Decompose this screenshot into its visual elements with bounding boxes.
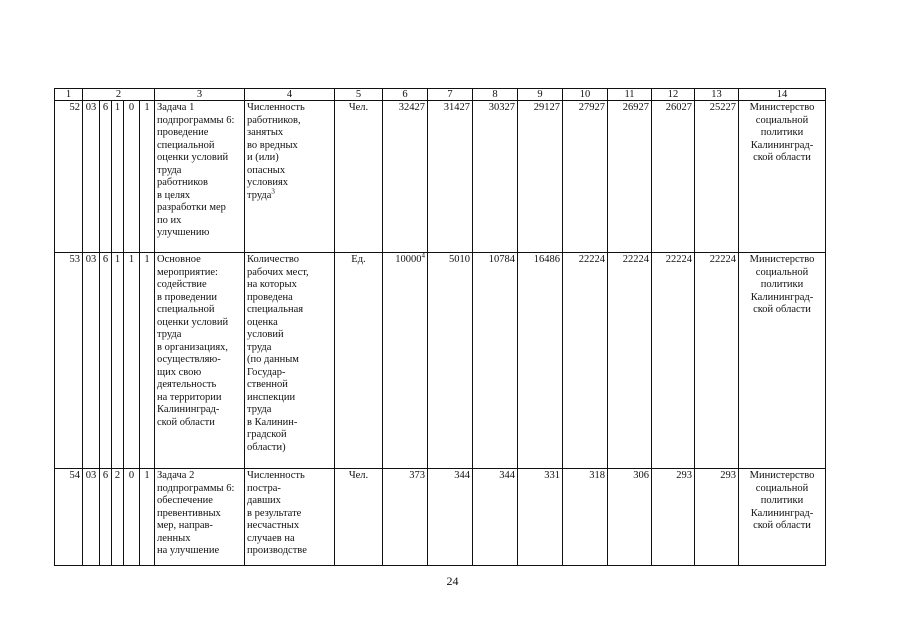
executor-cell-line: социальной xyxy=(755,482,809,494)
code-cell: 1 xyxy=(140,253,155,469)
indicator-cell-line xyxy=(247,115,332,128)
indicator-text: несчастных xyxy=(247,520,300,531)
value-col-11: 26927 xyxy=(608,101,652,253)
indicator-cell-line xyxy=(247,520,332,533)
header-col-14: 14 xyxy=(739,89,826,101)
indicator-text: в результате xyxy=(247,507,302,519)
indicator-cell-line xyxy=(247,533,332,546)
indicator-text: работников, xyxy=(247,114,301,126)
indicator-text: на которых xyxy=(247,279,297,290)
code-cell: 6 xyxy=(100,469,112,566)
value-col-10: 22224 xyxy=(563,253,608,469)
header-col-2: 2 xyxy=(83,89,155,101)
task-cell xyxy=(155,253,245,469)
executor-cell-line: социальной xyxy=(755,114,809,126)
task-cell-line: превентивных xyxy=(157,507,221,519)
header-col-9: 9 xyxy=(518,89,563,101)
indicator-text: труда xyxy=(247,404,272,415)
footnote-marker: 4 xyxy=(421,252,425,260)
indicator-cell-line xyxy=(247,442,332,455)
indicator-cell-line xyxy=(247,279,332,292)
indicator-text: труда xyxy=(247,189,272,201)
code-cell: 1 xyxy=(112,101,124,253)
task-cell-line: щих свою xyxy=(157,366,202,378)
task-cell-line: мероприятие: xyxy=(157,266,218,278)
value-col-8: 30327 xyxy=(473,101,518,253)
code-cell: 1 xyxy=(140,101,155,253)
header-col-12: 12 xyxy=(652,89,695,101)
task-cell-line: оценки условий xyxy=(157,316,229,328)
task-cell-line: Калининград- xyxy=(157,404,220,415)
indicator-cell-line xyxy=(247,102,332,115)
indicator-text: оценка xyxy=(247,316,278,328)
code-cell: 1 xyxy=(140,469,155,566)
indicator-cell xyxy=(245,469,335,566)
header-col-4: 4 xyxy=(245,89,335,101)
indicator-text: Численность xyxy=(247,470,305,481)
code-cell: 03 xyxy=(83,101,100,253)
indicator-text: рабочих мест, xyxy=(247,266,309,278)
header-row xyxy=(55,89,826,101)
indicator-text: производстве xyxy=(247,545,307,556)
task-cell-line: оценки условий xyxy=(157,152,229,163)
value-col-7: 5010 xyxy=(428,253,473,469)
value-col-8: 344 xyxy=(473,469,518,566)
header-col-3: 3 xyxy=(155,89,245,101)
task-cell-line: осуществляю- xyxy=(157,354,221,365)
footnote-marker: 3 xyxy=(271,187,275,195)
task-cell-line: в проведении xyxy=(157,291,217,303)
indicator-text: во вредных xyxy=(247,139,298,151)
header-col-10: 10 xyxy=(563,89,608,101)
header-col-8: 8 xyxy=(473,89,518,101)
indicator-cell-line xyxy=(247,508,332,521)
indicator-text: Численность xyxy=(247,102,305,113)
table-row xyxy=(55,101,826,253)
indicator-text: Количество xyxy=(247,254,300,265)
task-cell-line: содействие xyxy=(157,279,207,290)
row-number: 53 xyxy=(55,253,83,469)
indicator-text: случаев на xyxy=(247,532,295,544)
value-col-10: 27927 xyxy=(563,101,608,253)
task-cell-line: деятельность xyxy=(157,379,217,390)
task-cell-line: ленных xyxy=(157,532,191,544)
value-col-12: 26027 xyxy=(652,101,695,253)
value-col-6-text: 373 xyxy=(409,470,425,481)
code-cell: 1 xyxy=(112,253,124,469)
indicator-cell-line xyxy=(247,483,332,496)
page-number: 24 xyxy=(446,574,459,588)
header-col-6: 6 xyxy=(383,89,428,101)
task-cell-line: на улучшение xyxy=(157,545,220,556)
header-col-11: 11 xyxy=(608,89,652,101)
indicator-text: Государ- xyxy=(247,366,286,378)
value-col-7: 31427 xyxy=(428,101,473,253)
header-col-13: 13 xyxy=(695,89,739,101)
value-col-11: 22224 xyxy=(608,253,652,469)
header-col-7: 7 xyxy=(428,89,473,101)
table-row xyxy=(55,253,826,469)
indicator-cell-line xyxy=(247,267,332,280)
value-col-6-text: 10000 xyxy=(395,254,422,265)
executor-cell xyxy=(739,469,826,566)
indicator-cell-line xyxy=(247,329,332,342)
value-col-9: 331 xyxy=(518,469,563,566)
task-cell-line: в целях xyxy=(157,189,191,201)
executor-cell-line: ской области xyxy=(753,304,811,315)
task-cell-line: подпрограммы 6: xyxy=(157,114,235,126)
indicator-cell-line xyxy=(247,354,332,367)
indicator-text: области) xyxy=(247,441,286,453)
header-col-5: 5 xyxy=(335,89,383,101)
value-col-6 xyxy=(383,469,428,566)
task-cell-line: Основное xyxy=(157,254,201,265)
indicator-cell-line xyxy=(247,254,332,267)
executor-cell-line: Министерство xyxy=(749,102,815,113)
task-cell-line: Задача 1 xyxy=(157,102,195,113)
indicator-cell-line xyxy=(247,470,332,483)
task-cell-line: специальной xyxy=(157,304,215,315)
value-col-6 xyxy=(383,101,428,253)
indicator-text: давших xyxy=(247,495,281,506)
indicator-text: ственной xyxy=(247,379,288,390)
executor-cell-line: ской области xyxy=(753,152,811,163)
indicator-text: специальная xyxy=(247,304,304,315)
table-row xyxy=(55,469,826,566)
task-cell-line: в организациях, xyxy=(157,341,229,353)
executor-cell-line: Калининград- xyxy=(750,139,814,151)
task-cell-line: на территории xyxy=(157,391,222,403)
header-col-1: 1 xyxy=(55,89,83,101)
executor-cell-line: политики xyxy=(760,279,804,290)
code-cell: 0 xyxy=(124,101,140,253)
value-col-13: 293 xyxy=(695,469,739,566)
executor-cell xyxy=(739,253,826,469)
indicator-cell-line xyxy=(247,152,332,165)
task-cell-line: по их xyxy=(157,214,182,226)
value-col-8: 10784 xyxy=(473,253,518,469)
task-cell-line: работников xyxy=(157,177,208,188)
indicator-cell-line xyxy=(247,127,332,140)
indicator-text: занятых xyxy=(247,127,284,138)
task-cell-line: специальной xyxy=(157,139,215,151)
code-cell: 6 xyxy=(100,101,112,253)
indicator-cell-line xyxy=(247,317,332,330)
task-cell-line: Задача 2 xyxy=(157,470,195,481)
value-col-13: 22224 xyxy=(695,253,739,469)
indicator-text: труда xyxy=(247,341,272,353)
unit-cell: Ед. xyxy=(335,253,383,469)
indicator-text: постра- xyxy=(247,482,281,494)
indicator-cell-line xyxy=(247,187,332,203)
indicator-text: (по данным xyxy=(247,354,299,365)
value-col-9: 16486 xyxy=(518,253,563,469)
indicators-table xyxy=(54,88,826,566)
value-col-9: 29127 xyxy=(518,101,563,253)
indicator-cell-line xyxy=(247,177,332,190)
executor-cell-line: политики xyxy=(760,495,804,506)
value-col-12: 22224 xyxy=(652,253,695,469)
code-cell: 6 xyxy=(100,253,112,469)
task-cell-line: разработки мер xyxy=(157,202,226,213)
value-col-12: 293 xyxy=(652,469,695,566)
value-col-6-text: 32427 xyxy=(398,102,425,113)
indicator-cell-line xyxy=(247,165,332,178)
value-col-13: 25227 xyxy=(695,101,739,253)
indicator-text: градской xyxy=(247,429,287,440)
task-cell-line: обеспечение xyxy=(157,495,213,506)
executor-cell-line: политики xyxy=(760,127,804,138)
value-col-7: 344 xyxy=(428,469,473,566)
value-col-6 xyxy=(383,253,428,469)
task-cell xyxy=(155,469,245,566)
indicator-cell-line xyxy=(247,495,332,508)
task-cell-line: труда xyxy=(157,164,182,176)
row-number: 54 xyxy=(55,469,83,566)
unit-cell: Чел. xyxy=(335,101,383,253)
indicator-cell-line xyxy=(247,292,332,305)
indicator-cell-line xyxy=(247,404,332,417)
indicator-text: инспекции xyxy=(247,391,296,403)
code-cell: 2 xyxy=(112,469,124,566)
executor-cell-line: Калининград- xyxy=(750,291,814,303)
task-cell xyxy=(155,101,245,253)
value-col-10: 318 xyxy=(563,469,608,566)
indicator-cell-line xyxy=(247,545,332,558)
task-cell-line: подпрограммы 6: xyxy=(157,482,235,494)
indicator-cell-line xyxy=(247,367,332,380)
task-cell-line: проведение xyxy=(157,127,209,138)
indicator-text: опасных xyxy=(247,164,286,176)
indicator-cell-line xyxy=(247,140,332,153)
indicator-cell xyxy=(245,253,335,469)
indicator-text: проведена xyxy=(247,291,293,303)
indicator-cell-line xyxy=(247,429,332,442)
executor-cell-line: Министерство xyxy=(749,254,815,265)
code-cell: 0 xyxy=(124,469,140,566)
task-cell-line: мер, направ- xyxy=(157,520,213,531)
indicator-cell-line xyxy=(247,392,332,405)
task-cell-line: улучшению xyxy=(157,227,210,238)
code-cell: 03 xyxy=(83,469,100,566)
task-cell-line: труда xyxy=(157,329,182,340)
indicator-cell-line xyxy=(247,379,332,392)
value-col-11: 306 xyxy=(608,469,652,566)
indicator-cell-line xyxy=(247,417,332,430)
executor-cell-line: Калининград- xyxy=(750,507,814,519)
indicator-cell-line xyxy=(247,342,332,355)
executor-cell xyxy=(739,101,826,253)
executor-cell-line: социальной xyxy=(755,266,809,278)
indicator-text: условий xyxy=(247,329,284,340)
task-cell-line: ской области xyxy=(157,416,215,428)
indicator-cell xyxy=(245,101,335,253)
code-cell: 03 xyxy=(83,253,100,469)
executor-cell-line: Министерство xyxy=(749,470,815,481)
code-cell: 1 xyxy=(124,253,140,469)
unit-cell: Чел. xyxy=(335,469,383,566)
indicator-text: и (или) xyxy=(247,152,279,163)
indicator-cell-line xyxy=(247,304,332,317)
indicator-text: условиях xyxy=(247,177,289,188)
indicator-text: в Калинин- xyxy=(247,416,298,428)
row-number: 52 xyxy=(55,101,83,253)
executor-cell-line: ской области xyxy=(753,520,811,531)
